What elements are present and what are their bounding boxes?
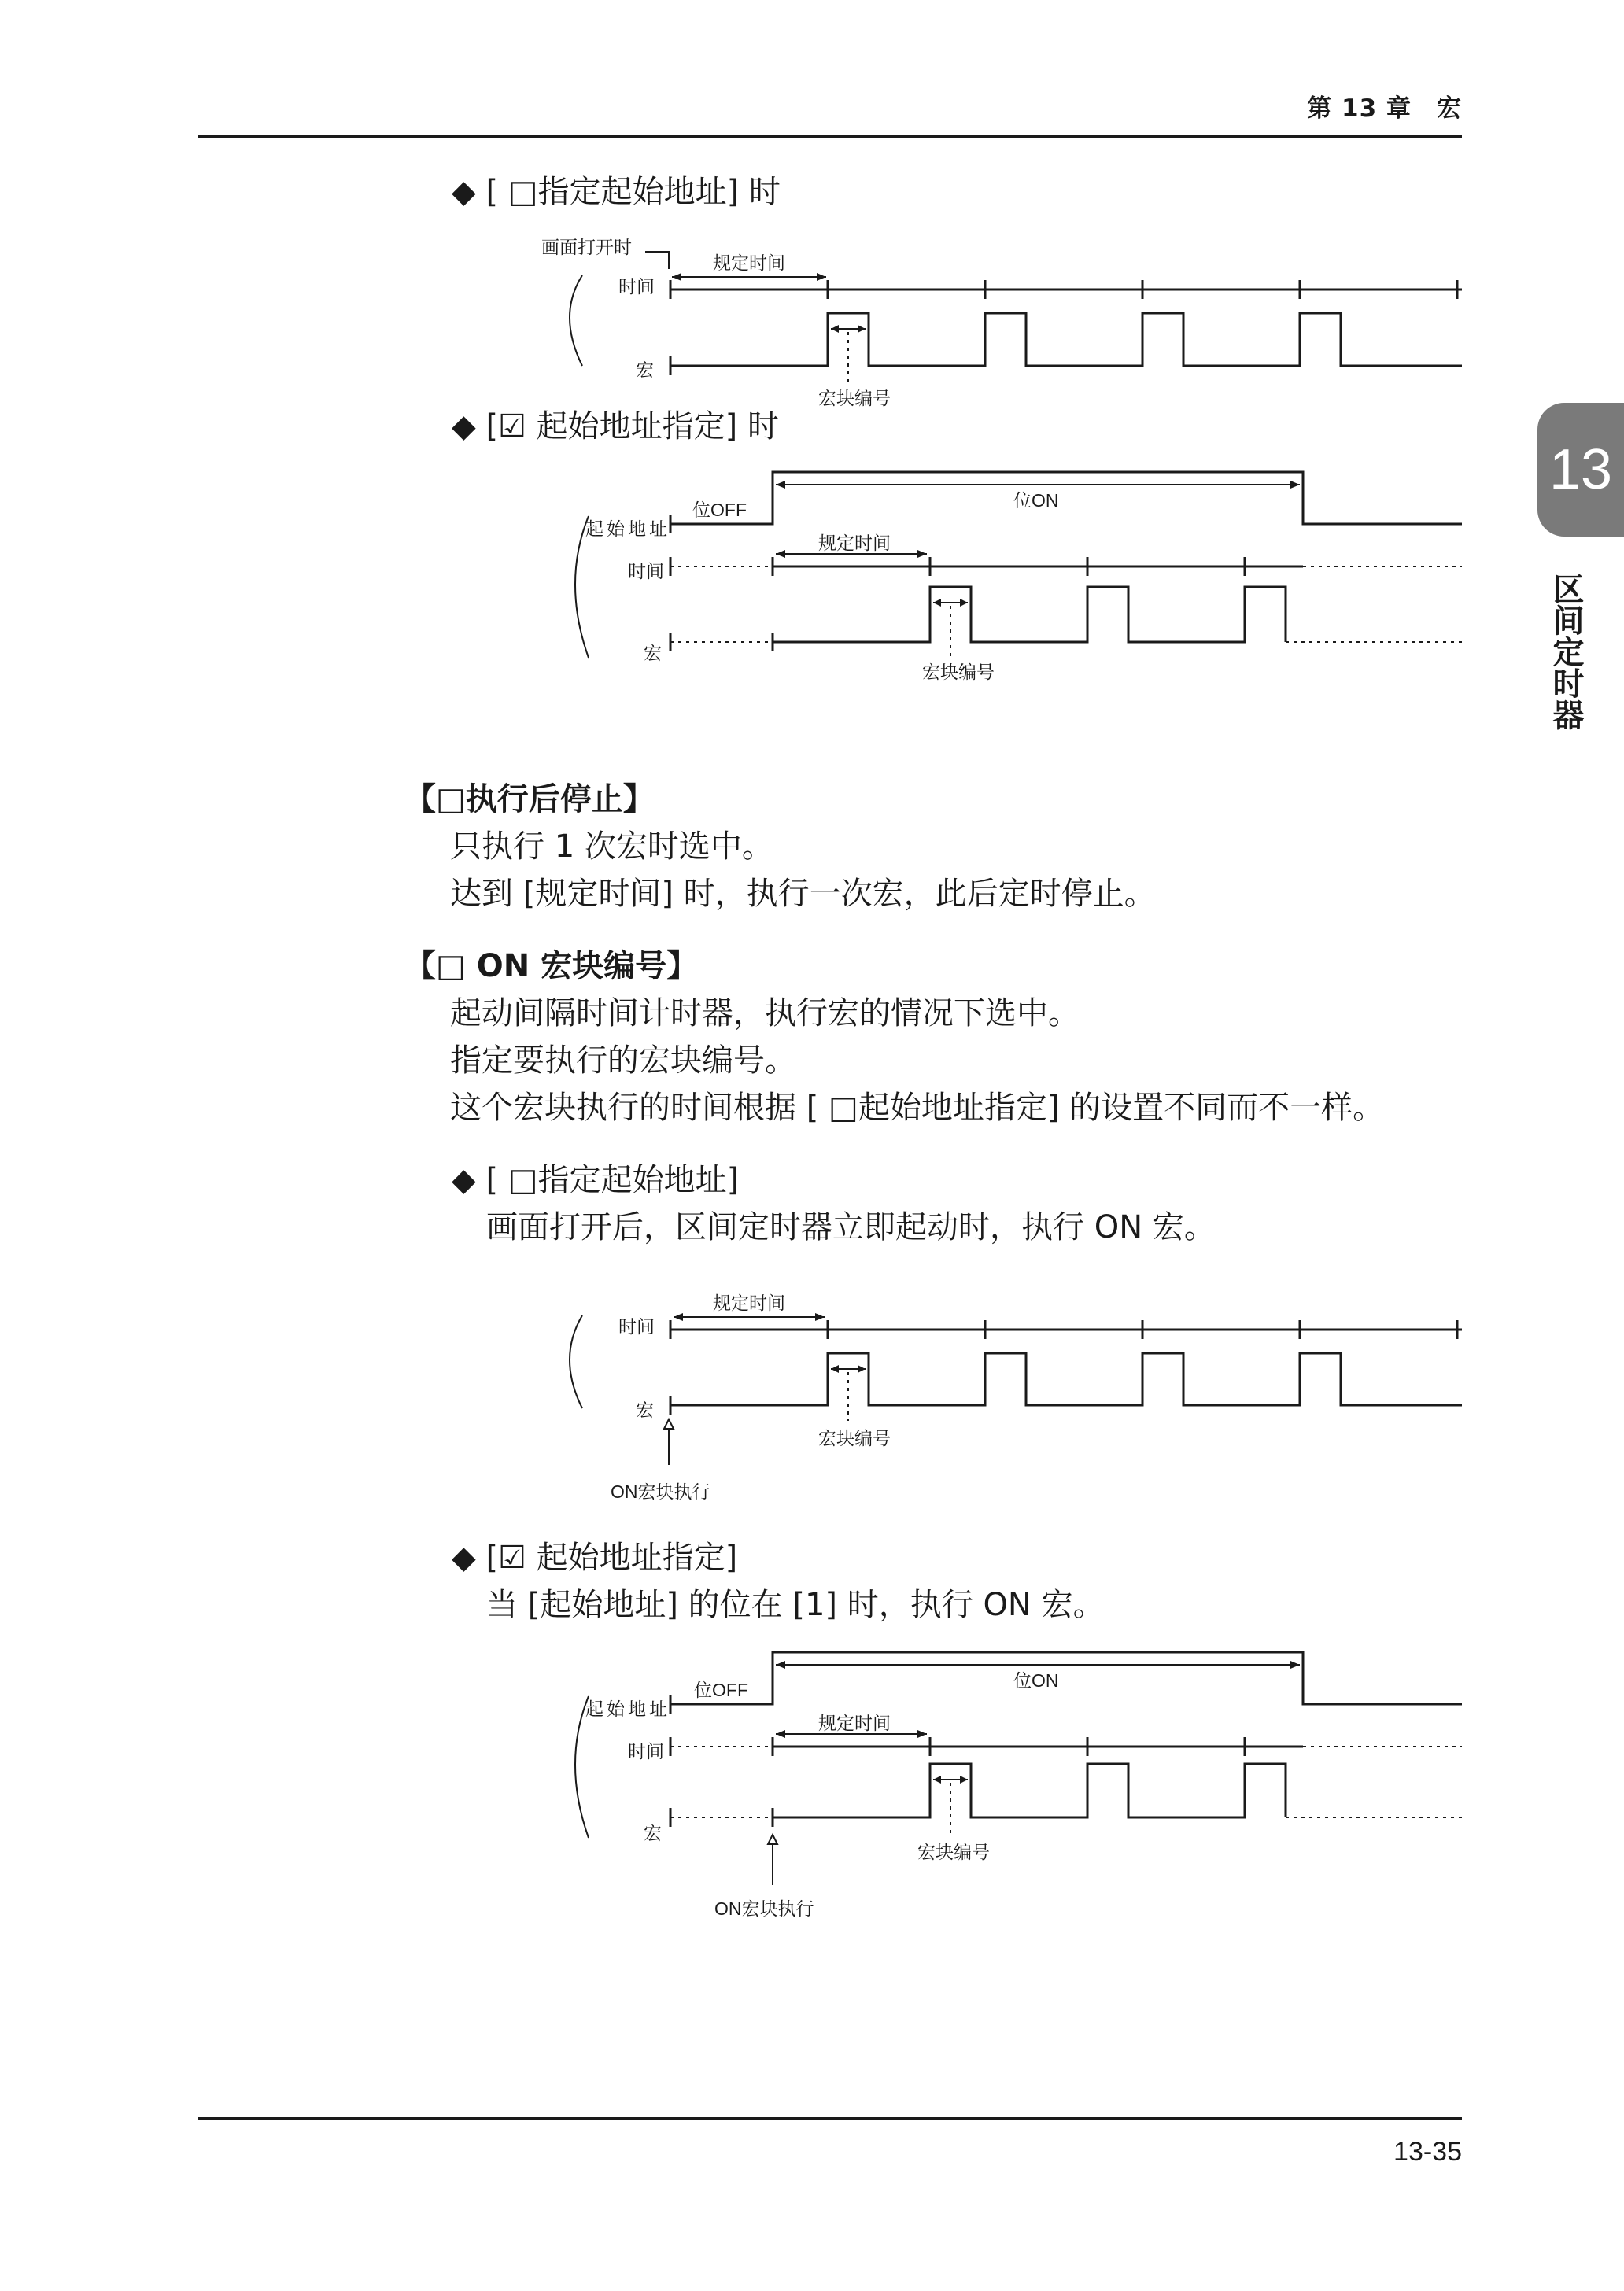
label-macro: 宏: [636, 360, 654, 381]
label-macro: 宏: [636, 1400, 654, 1421]
label-macro-block-no: 宏块编号: [922, 662, 995, 683]
stop-after-exec-line-1: 只执行 1 次宏时选中。: [450, 828, 773, 865]
timing-diagram-3: [551, 1282, 1463, 1471]
label-on-macro-exec: ON宏块执行: [714, 1898, 814, 1919]
section-stop-after-exec: 【□执行后停止】: [404, 781, 655, 817]
chapter-side-title: 区间定时器: [1548, 573, 1584, 730]
bullet-start-address-checked: ◆ [☑ 起始地址指定] 时: [452, 408, 779, 445]
label-bit-off: 位OFF: [692, 500, 747, 520]
timing-diagram-4: [551, 1636, 1463, 1920]
label-start-address: 起始地址: [585, 519, 670, 540]
label-screen-open: 画面打开时: [541, 238, 632, 258]
label-time: 时间: [628, 1742, 664, 1762]
label-specified-time: 规定时间: [713, 253, 785, 274]
on-macro-line-1: 起动间隔时间计时器，执行宏的情况下选中。: [450, 995, 1080, 1031]
label-macro-block-no: 宏块编号: [917, 1843, 990, 1863]
on-macro-line-3: 这个宏块执行的时间根据 [ □起始地址指定] 的设置不同而不一样。: [450, 1090, 1385, 1126]
on-macro-line-2: 指定要执行的宏块编号。: [450, 1042, 796, 1079]
label-macro: 宏: [644, 1824, 662, 1844]
timing-diagram-1: [551, 236, 1463, 393]
bullet-specify-start-address-off-2: ◆ [ □指定起始地址]: [452, 1162, 740, 1198]
label-bit-off: 位OFF: [694, 1680, 748, 1700]
label-time: 时间: [618, 277, 655, 297]
label-macro-block-no: 宏块编号: [818, 1429, 891, 1449]
chapter-tab: 13: [1537, 403, 1624, 537]
label-start-address: 起始地址: [585, 1699, 670, 1720]
label-time: 时间: [618, 1317, 655, 1337]
on-macro-bullet1-desc: 画面打开后，区间定时器立即起动时，执行 ON 宏。: [486, 1209, 1216, 1245]
label-specified-time: 规定时间: [818, 533, 891, 554]
bullet-specify-start-address-off: ◆ [ □指定起始地址] 时: [452, 174, 781, 210]
section-on-macro-block: 【□ ON 宏块编号】: [404, 948, 699, 984]
label-specified-time: 规定时间: [818, 1714, 891, 1734]
label-macro-block-no: 宏块编号: [818, 389, 891, 409]
label-bit-on: 位ON: [1013, 1670, 1059, 1691]
timing-diagram-2: [551, 456, 1463, 684]
label-specified-time: 规定时间: [713, 1293, 785, 1314]
page-number: 13-35: [1393, 2137, 1462, 2167]
footer-rule: [198, 2117, 1462, 2120]
on-macro-bullet2-desc: 当 [起始地址] 的位在 [1] 时，执行 ON 宏。: [486, 1587, 1105, 1623]
stop-after-exec-line-2: 达到 [规定时间] 时，执行一次宏，此后定时停止。: [450, 876, 1156, 912]
label-on-macro-exec: ON宏块执行: [611, 1481, 710, 1502]
bullet-start-address-checked-2: ◆ [☑ 起始地址指定]: [452, 1540, 738, 1576]
label-time: 时间: [628, 562, 664, 582]
header-rule: [198, 135, 1462, 138]
chapter-header: 第 13 章 宏: [1307, 94, 1462, 123]
label-macro: 宏: [644, 644, 662, 664]
label-bit-on: 位ON: [1013, 490, 1059, 511]
